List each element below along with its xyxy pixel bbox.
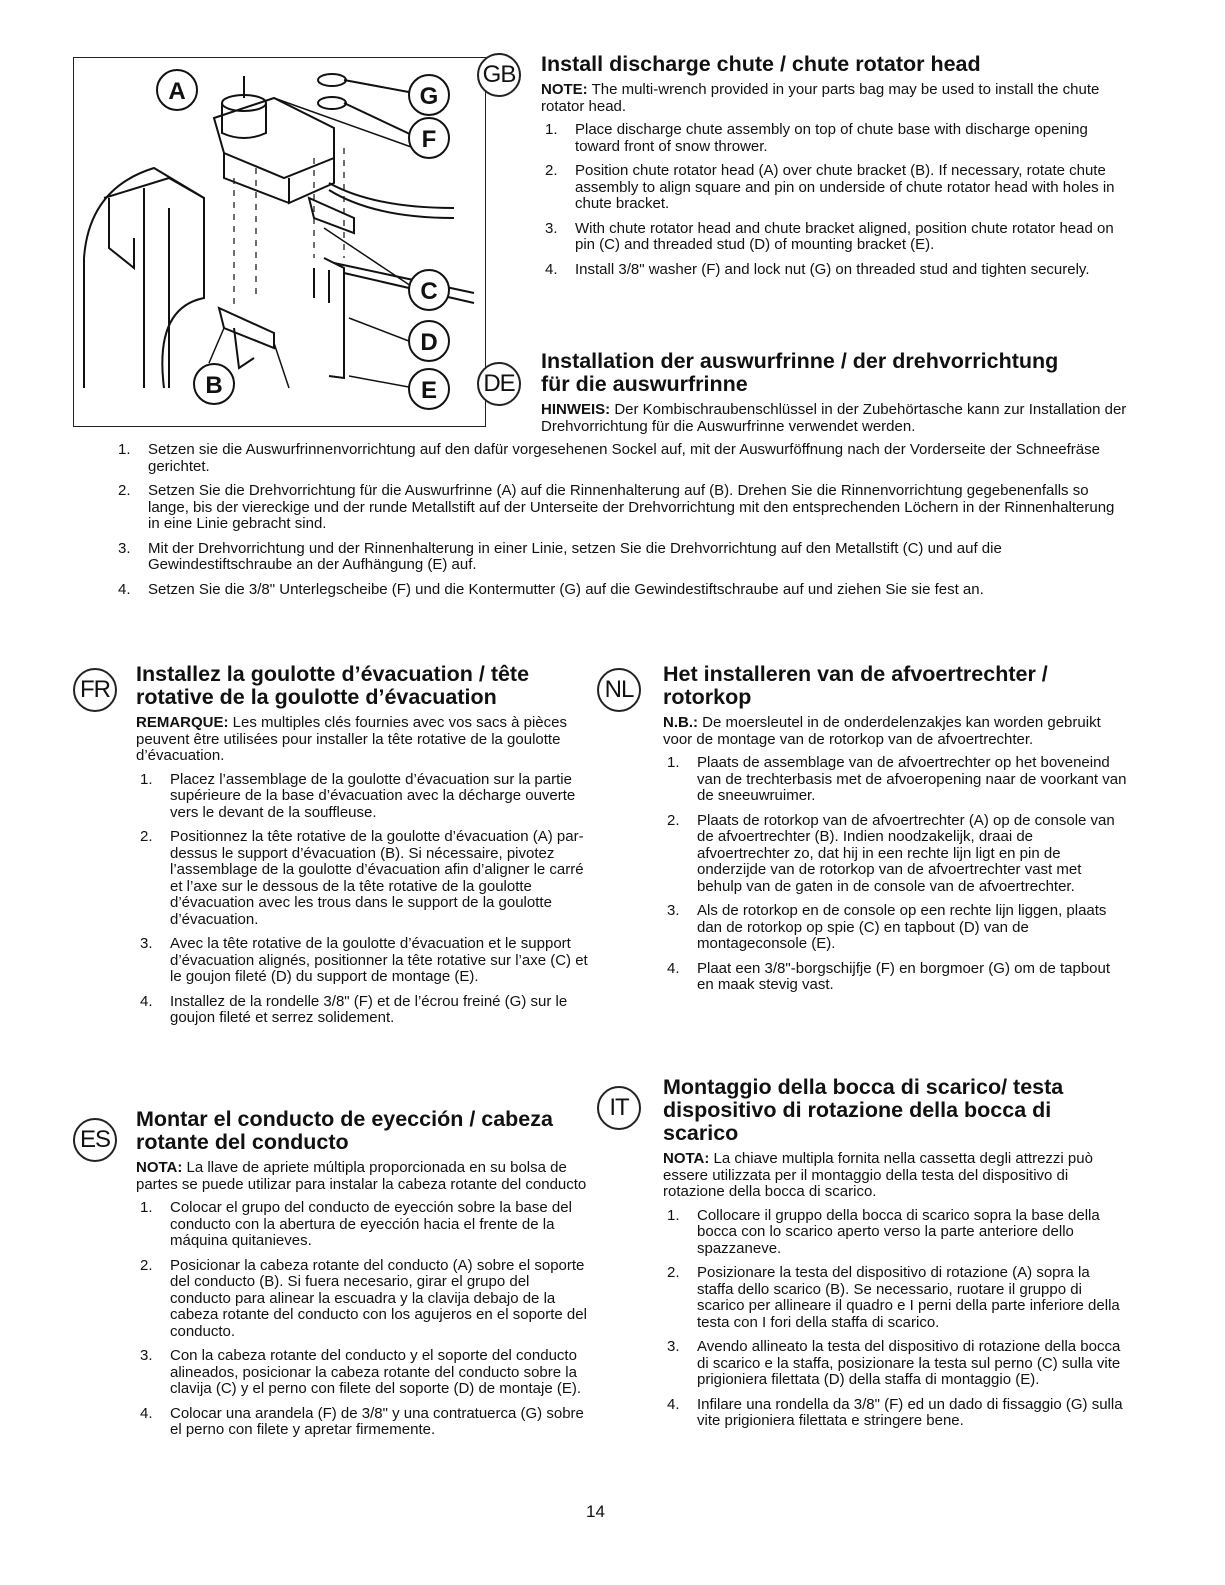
section-note: NOTE: The multi-wrench provided in your parts bag may be used to install the chute rotator head.	[541, 81, 1100, 115]
list-item: 1. Colocar el grupo del conducto de eyección sobre la base del conducto con la abertura de eyección hacia el frente de la máquina quitanieves.	[140, 1199, 572, 1249]
language-badge-es: ES	[73, 1118, 117, 1162]
list-item: 1. Placez l’assemblage de la goulotte d’évacuation sur la partie supérieure de la base d’évacuation avec la décharge ouverte vers le devant de la souffleuse.	[140, 770, 576, 821]
list-item: 3. Mit der Drehvorrichtung und der Rinnenhalterung in einer Linie, setzen Sie die Drehvorrichtung auf den Metallstift (C) und auf die Gewindestiftschraube an der Aufhängung (E) auf.	[118, 539, 1002, 573]
list-item: 3. Avendo allineato la testa del dispositivo di rotazione della bocca di scarico e la staffa, posizionare la testa sul perno (C) sulla vite prigioniera filettata (D) della staffa di montaggio (E).	[667, 1338, 1121, 1388]
callout-f: F	[421, 126, 437, 153]
section-title: Installez la goulotte d’évacuation / tête rotative de la goulotte d’évacuation	[136, 662, 530, 709]
list-item: 4. Install 3/8" washer (F) and lock nut (G) on threaded stud and tighten securely.	[545, 260, 1090, 278]
step-list	[114, 442, 1130, 598]
callout-e: E	[420, 377, 438, 404]
section-title-line2: für die auswurfrinne	[541, 372, 748, 396]
callout-d: D	[420, 329, 438, 356]
section-nl	[663, 663, 1129, 1002]
step-list	[541, 122, 1129, 278]
step-list	[663, 1208, 1129, 1430]
list-item: 4. Colocar una arandela (F) de 3/8" y una contratuerca (G) sobre el perno con filete y apretar firmemente.	[140, 1404, 584, 1438]
list-item: 1. Setzen sie die Auswurfrinnenvorrichtung auf den dafür vorgesehenen Sockel auf, mit der Auswurföffnung nach der Vorderseite der Schneefräse gerichtet.	[118, 441, 1100, 475]
section-title: Install discharge chute / chute rotator head	[541, 52, 981, 76]
callout-a: A	[168, 78, 186, 105]
language-badge-nl: NL	[597, 668, 641, 712]
list-item: 4. Plaat een 3/8"-borgschijfje (F) en borgmoer (G) om de tapbout en maak stevig vast.	[667, 959, 1111, 993]
section-title: Montaggio della bocca di scarico/ testa dispositivo di rotazione della bocca di scarico	[663, 1075, 1064, 1145]
section-es	[136, 1108, 592, 1447]
list-item: 3. Als de rotorkop en de console op een rechte lijn liggen, plaats dan de rotorkop op spie (C) en tapbout (D) van de montageconsole (E).	[667, 902, 1107, 952]
section-de-header	[541, 350, 1129, 442]
assembly-illustration	[73, 57, 486, 427]
list-item: 3. Con la cabeza rotante del conducto y el soporte del conducto alineados, posicionar la cabeza rotante del conducto sobre la clavija (C) y el perno con filete del soporte (D) de montaje (E).	[140, 1347, 582, 1397]
list-item: 2. Plaats de rotorkop van de afvoertrechter (A) op de console van de afvoertrechter (B). Indien noodzakelijk, draai de afvoertrechter zo, dat hij in een rechte lijn ligt en pin de onderzijde van de rotorkop van de afvoertrechter vast met behulp van de gaten in de console van de afvoertrechter.	[667, 811, 1115, 895]
section-note: HINWEIS: Der Kombischraubenschlüssel in der Zubehörtasche kann zur Installation der Drehvorrichtung für die Auswurfrinne verwendet werden.	[541, 401, 1127, 435]
step-list	[136, 772, 592, 1027]
list-item: 2. Setzen Sie die Drehvorrichtung für die Auswurfrinne (A) auf die Rinnenhalterung auf (B). Drehen Sie die Rinnenvorrichtung gegebenenfalls so lange, bis der viereckige und der runde Metallstift auf der Unterseite der Drehvorrichtung mit den entsprechenden Löchern in der Rinnenhalterung in eine Linie gebracht sind.	[118, 482, 1115, 532]
step-list	[663, 755, 1129, 994]
list-item: 4. Setzen Sie die 3/8" Unterlegscheibe (F) und die Kontermutter (G) auf die Gewindestiftschraube auf und ziehen Sie sie fest an.	[118, 580, 984, 598]
list-item: 4. Infilare una rondella da 3/8" (F) ed un dado di fissaggio (G) sulla vite prigioniera filettata e stringere bene.	[667, 1395, 1123, 1429]
section-title: Installation der auswurfrinne / der drehvorrichtung	[541, 349, 1059, 373]
section-note: REMARQUE: Les multiples clés fournies avec vos sacs à pièces peuvent être utilisées pour installer la tête rotative de la goulotte d’évacuation.	[136, 714, 567, 764]
list-item: 2. Position chute rotator head (A) over chute bracket (B). If necessary, rotate chute assembly to align square and pin on underside of chute rotator head with holes in chute bracket.	[545, 162, 1115, 212]
language-badge-fr: FR	[73, 668, 117, 712]
section-note: N.B.: De moersleutel in de onderdelenzakjes kan worden gebruikt voor de montage van de rotorkop van de afvoertrechter.	[663, 714, 1101, 748]
chute-assembly-drawing	[74, 58, 487, 428]
list-item: 2. Posizionare la testa del dispositivo di rotazione (A) sopra la staffa dello scarico (B). Se necessario, ruotare il gruppo di scarico per allineare il quadro e I perni della parte inferiore della testa con I fori della staffa di scarico.	[667, 1264, 1120, 1331]
list-item: 1. Collocare il gruppo della bocca di scarico sopra la base della bocca con lo scarico aperto verso la parte anteriore dello spazzaneve.	[667, 1206, 1100, 1257]
section-note: NOTA: La llave de apriete múltipla proporcionada en su bolsa de partes se puede utilizar para instalar la cabeza rotante del conducto	[136, 1159, 587, 1193]
list-item: 1. Plaats de assemblage van de afvoertrechter op het boveneind van de trechterbasis met de afvoeropening naar de voorkant van de sneeuwruimer.	[667, 754, 1127, 804]
section-fr	[136, 663, 592, 1035]
list-item: 1. Place discharge chute assembly on top of chute base with discharge opening toward front of snow thrower.	[545, 121, 1088, 155]
page-number: 14	[586, 1502, 605, 1521]
callout-g: G	[419, 83, 439, 110]
language-badge-de: DE	[477, 362, 521, 406]
section-de-steps	[114, 442, 1130, 606]
step-list	[136, 1200, 592, 1439]
section-gb	[541, 53, 1129, 286]
list-item: 3. Avec la tête rotative de la goulotte d’évacuation et le support d’évacuation alignés, positionner la tête rotative sur l’axe (C) et le goujon fileté (D) du support de montage (E).	[140, 935, 588, 985]
list-item: 2. Posicionar la cabeza rotante del conducto (A) sobre el soporte del conducto (B). Si fuera necesario, girar el grupo del conducto para alinear la escuadra y la clavija debajo de la cabeza rotante del conducto con los agujeros en el soporte del conducto.	[140, 1256, 587, 1340]
section-title: Het installeren van de afvoertrechter / rotorkop	[663, 662, 1048, 709]
language-badge-gb: GB	[477, 53, 521, 97]
language-badge-it: IT	[597, 1086, 641, 1130]
callout-c: C	[420, 278, 438, 305]
list-item: 4. Installez de la rondelle 3/8" (F) et de l’écrou freiné (G) sur le goujon fileté et serrez solidement.	[140, 992, 568, 1026]
section-it	[663, 1076, 1129, 1438]
list-item: 3. With chute rotator head and chute bracket aligned, position chute rotator head on pin (C) and threaded stud (D) of mounting bracket (E).	[545, 219, 1114, 253]
section-note: NOTA: La chiave multipla fornita nella cassetta degli attrezzi può essere utilizzata per il montaggio della testa del dispositivo di rotazione della bocca di scarico.	[663, 1150, 1093, 1200]
callout-b: B	[205, 372, 223, 399]
section-title: Montar el conducto de eyección / cabeza rotante del conducto	[136, 1107, 553, 1154]
list-item: 2. Positionnez la tête rotative de la goulotte d’évacuation (A) par-dessus le support d’évacuation (B). Si nécessaire, pivotez l’assemblage de la goulotte d’évacuation afin d’aligner le carré et l’axe sur le dessous de la tête rotative de la goulotte d’évacuation avec les trous dans le support de la goulotte d’évacuation.	[140, 828, 584, 928]
